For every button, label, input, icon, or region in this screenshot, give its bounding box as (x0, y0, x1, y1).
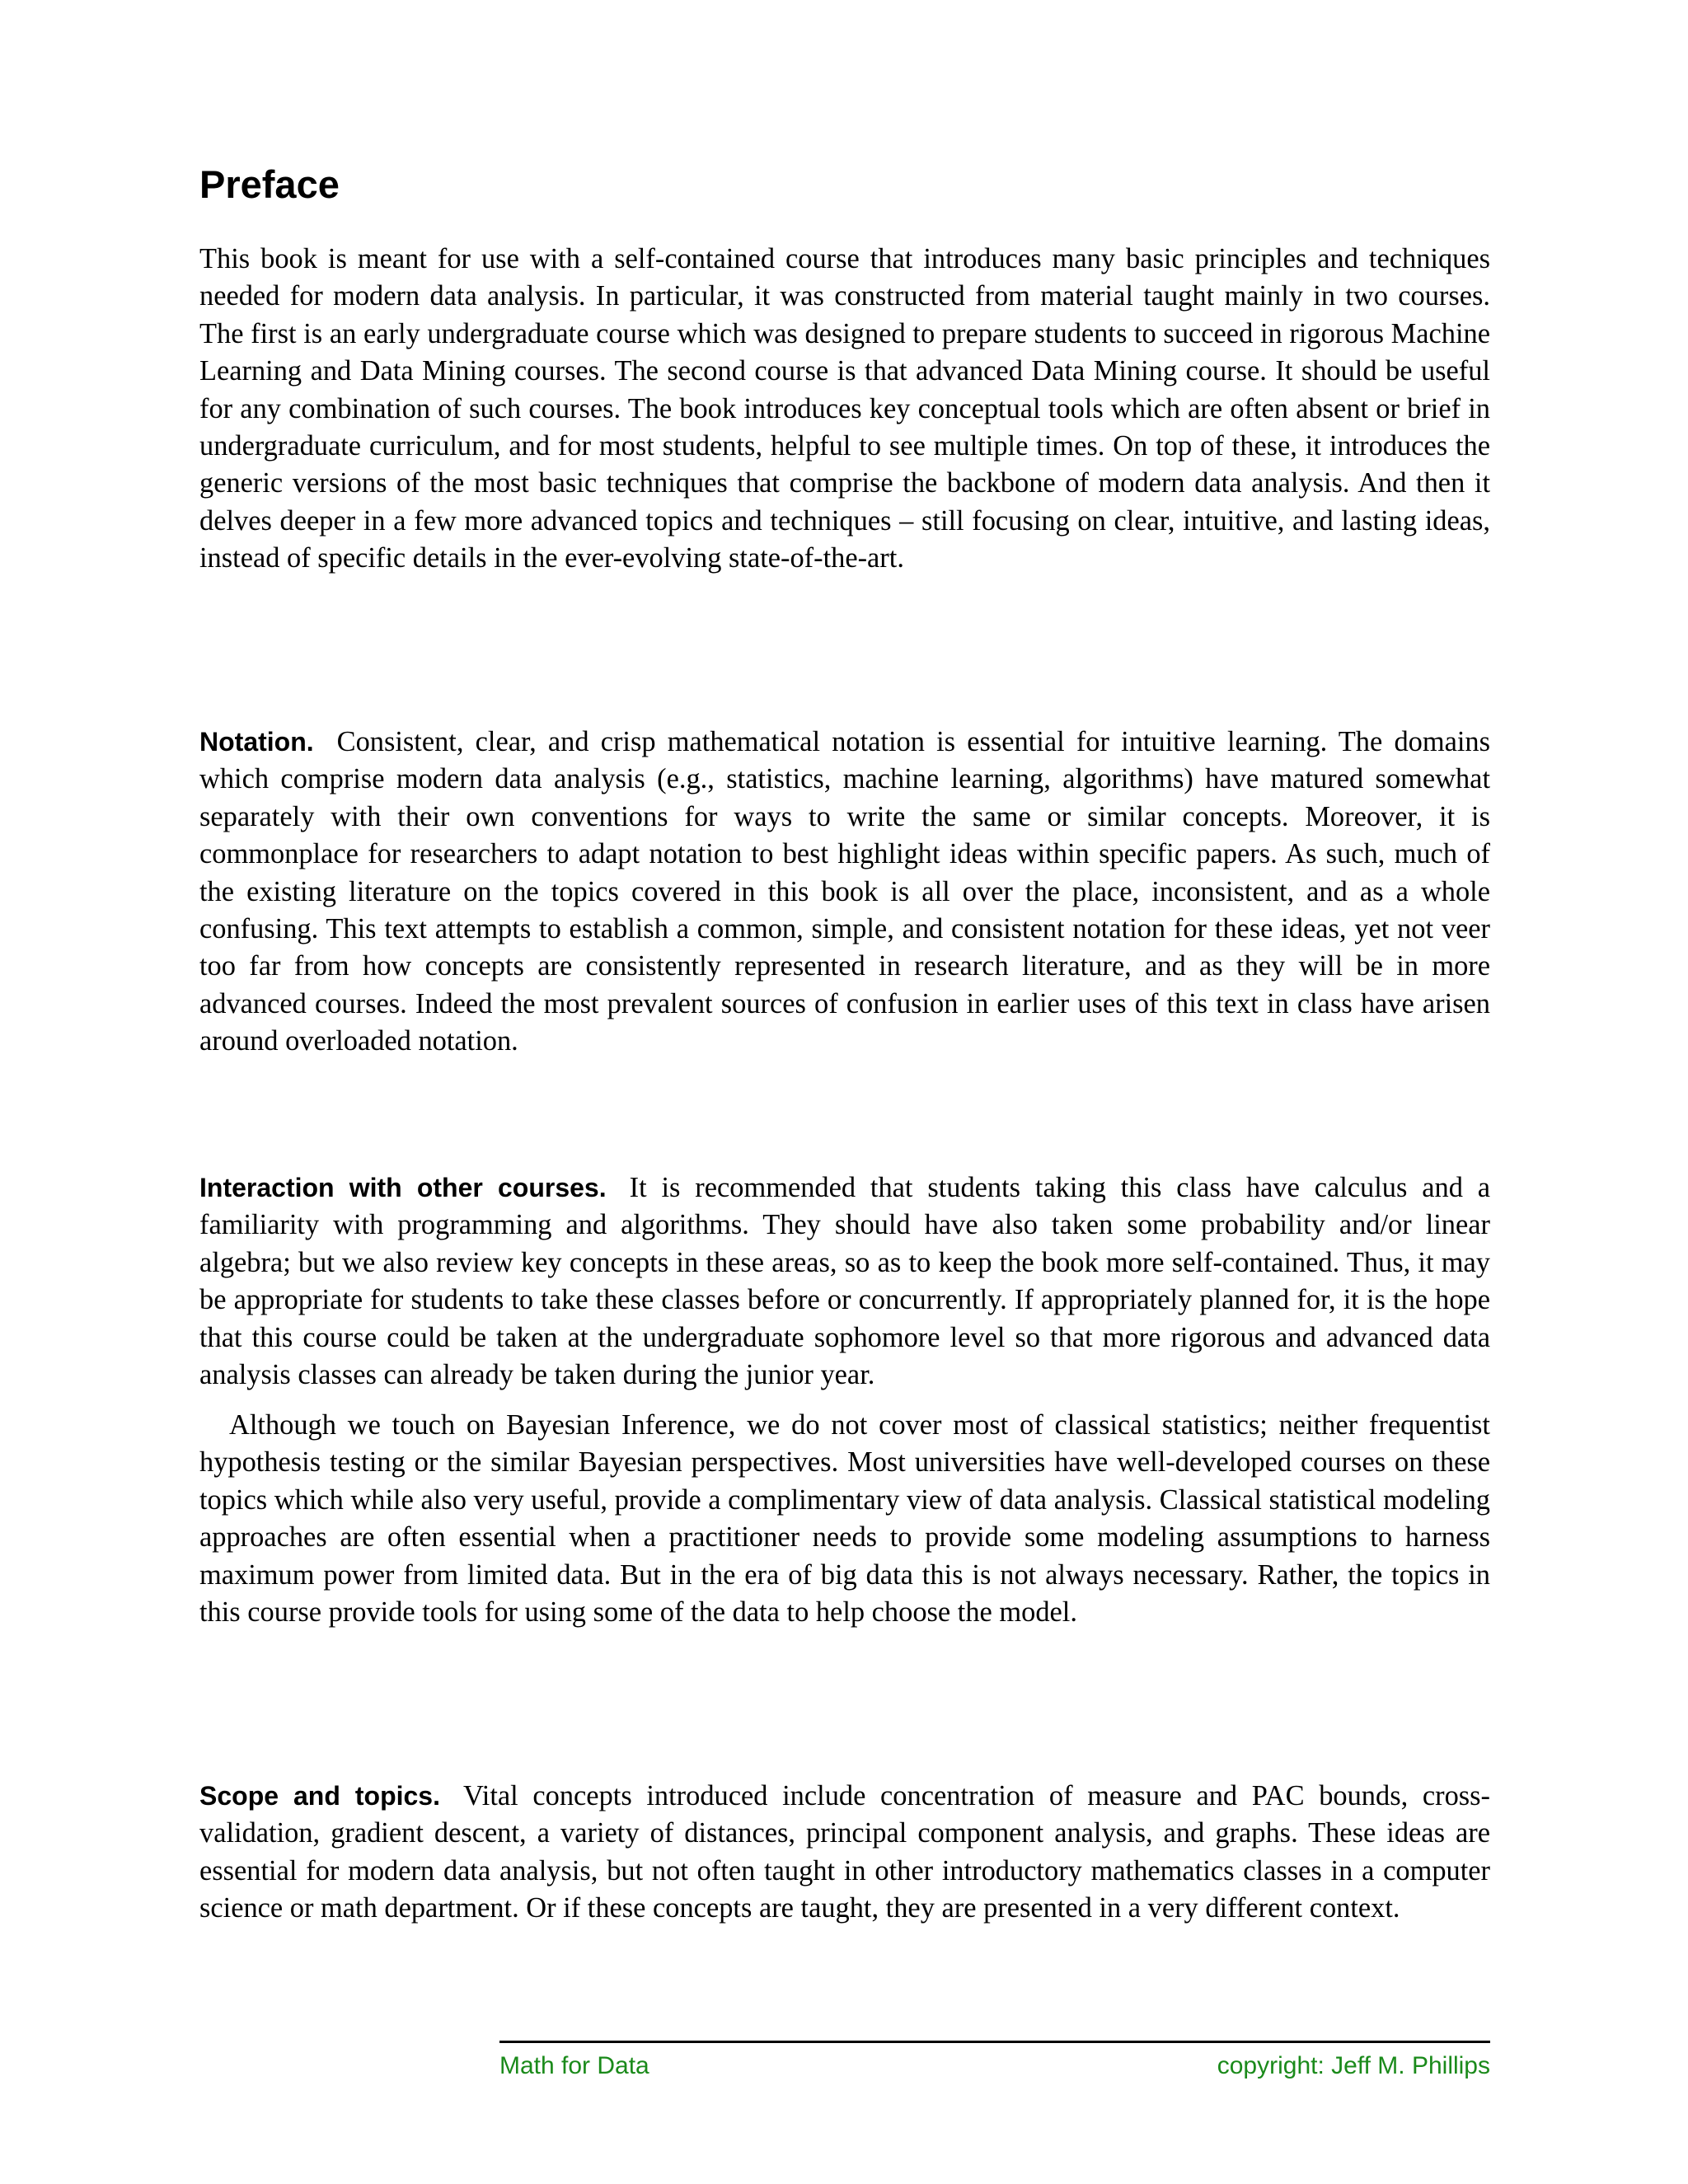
scope-text: Vital concepts introduced include concentration of measure and PAC bounds, cross-validation, gradient descent, a variety of distances, principal component analysis, and graphs. These ideas are essential for modern data analysis, but not often taught in other introductory mathematics classes in a computer science or math department. Or if these concepts are taught, they are presented in a very different context. (199, 1780, 1490, 1924)
notation-heading: Notation. (199, 727, 314, 757)
page-title: Preface (199, 162, 340, 206)
scope-paragraph (199, 1778, 1490, 1928)
footer-divider (499, 2041, 1490, 2043)
scope-heading: Scope and topics. (199, 1781, 440, 1811)
interaction-paragraph (199, 1169, 1490, 1394)
footer-book-title: Math for Data (499, 2052, 649, 2079)
intro-paragraph: This book is meant for use with a self-contained course that introduces many basic principles and techniques needed for modern data analysis. In particular, it was constructed from material taught mainly in two courses. The first is an early undergraduate course which was designed to prepare students to succeed in rigorous Machine Learning and Data Mining courses. The second course is that advanced Data Mining course. It should be useful for any combination of such courses. The book introduces key conceptual tools which are often absent or brief in undergraduate curriculum, and for most students, helpful to see multiple times. On top of these, it introduces the generic versions of the most basic techniques that comprise the backbone of modern data analysis. And then it delves deeper in a few more advanced topics and techniques – still focusing on clear, intuitive, and lasting ideas, instead of specific details in the ever-evolving state-of-the-art. (199, 243, 1490, 574)
bayesian-paragraph: Although we touch on Bayesian Inference, we do not cover most of classical statistics; neither frequentist hypothesis testing or the similar Bayesian perspectives. Most universities have well-developed courses on these topics which while also very useful, provide a complimentary view of data analysis. Classical statistical modeling approaches are often essential when a practitioner needs to provide some modeling assumptions to harness maximum power from limited data. But in the era of big data this is not always necessary. Rather, the topics in this course provide tools for using some of the data to help choose the model. (199, 1409, 1490, 1629)
interaction-heading: Interaction with other courses. (199, 1173, 607, 1202)
footer-copyright: copyright: Jeff M. Phillips (1217, 2052, 1490, 2079)
interaction-text: It is recommended that students taking this class have calculus and a familiarity with programming and algorithms. They should have also taken some probability and/or linear algebra; but we also review key concepts in these areas, so as to keep the book more self-contained. Thus, it may be appropriate for students to take these classes before or concurrently. If appropriately planned for, it is the hope that this course could be taken at the undergraduate sophomore level so that more rigorous and advanced data analysis classes can already be taken during the junior year. (199, 1172, 1491, 1391)
notation-paragraph (199, 724, 1490, 1061)
notation-text: Consistent, clear, and crisp mathematical notation is essential for intuitive learning. The domains which comprise modern data analysis (e.g., statistics, machine learning, algorithms) have matured somewhat separately with their own conventions for ways to write the same or similar concepts. Moreover, it is commonplace for researchers to adapt notation to best highlight ideas within specific papers. As such, much of the existing literature on the topics covered in this book is all over the place, inconsistent, and as a whole confusing. This text attempts to establish a common, simple, and consistent notation for these ideas, yet not veer too far from how concepts are consistently represented in research literature, and as they will be in more advanced courses. Indeed the most prevalent sources of confusion in earlier uses of this text in class have arisen around overloaded notation. (199, 726, 1490, 1057)
